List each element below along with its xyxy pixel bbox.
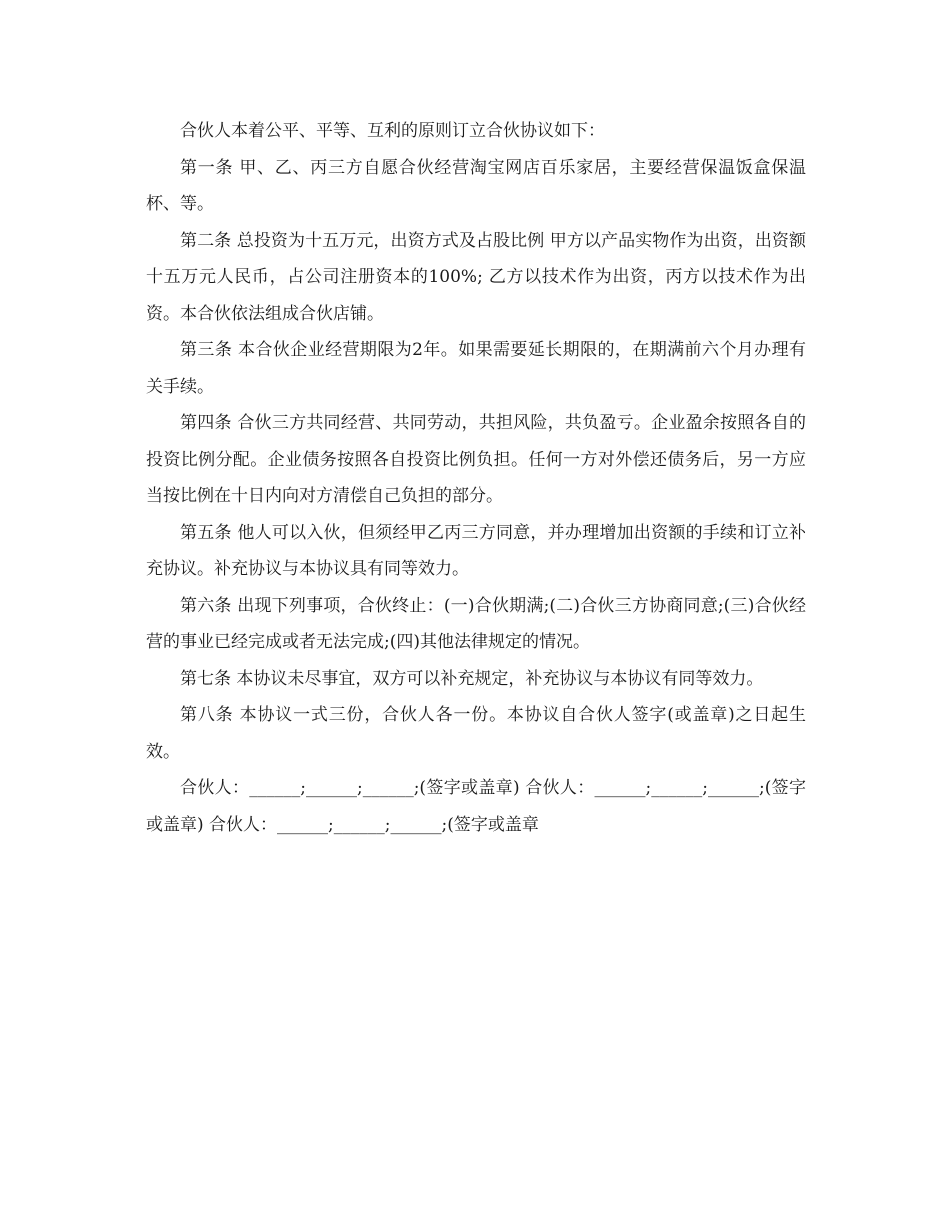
article-3-paragraph: 第三条 本合伙企业经营期限为2年。如果需要延长期限的，在期满前六个月办理有关手续。 [146,340,806,397]
signature-paragraph: 合伙人：______;______;______;(签字或盖章) 合伙人：______;______;______;(签字或盖章) 合伙人：______;______;______;(签字或盖章 [146,778,806,835]
preamble-paragraph: 合伙人本着公平、平等、互利的原则订立合伙协议如下： [180,121,605,141]
article-4-paragraph: 第四条 合伙三方共同经营、共同劳动，共担风险，共负盈亏。企业盈余按照各自的投资比例分配。企业债务按照各自投资比例负担。任何一方对外偿还债务后，另一方应当按比例在十日内向对方清偿自己负担的部分。 [146,413,806,506]
article-7-paragraph: 第七条 本协议未尽事宜，双方可以补充规定，补充协议与本协议有同等效力。 [180,668,764,689]
article-6-paragraph: 第六条 出现下列事项，合伙终止：(一)合伙期满;(二)合伙三方协商同意;(三)合伙经营的事业已经完成或者无法完成;(四)其他法律规定的情况。 [146,595,806,652]
article-1-paragraph: 第一条 甲、乙、丙三方自愿合伙经营淘宝网店百乐家居，主要经营保温饭盒保温杯、等。 [146,157,806,214]
article-2-paragraph: 第二条 总投资为十五万元，出资方式及占股比例 甲方以产品实物作为出资，出资额十五万元人民币，占公司注册资本的100%; 乙方以技术作为出资，丙方以技术作为出资。本合伙依法组成合伙店铺。 [146,230,806,324]
article-5-paragraph: 第五条 他人可以入伙，但须经甲乙丙三方同意，并办理增加出资额的手续和订立补充协议。补充协议与本协议具有同等效力。 [146,522,806,579]
document-page [146,113,806,843]
article-8-paragraph: 第八条 本协议一式三份，合伙人各一份。本协议自合伙人签字(或盖章)之日起生效。 [146,705,806,762]
